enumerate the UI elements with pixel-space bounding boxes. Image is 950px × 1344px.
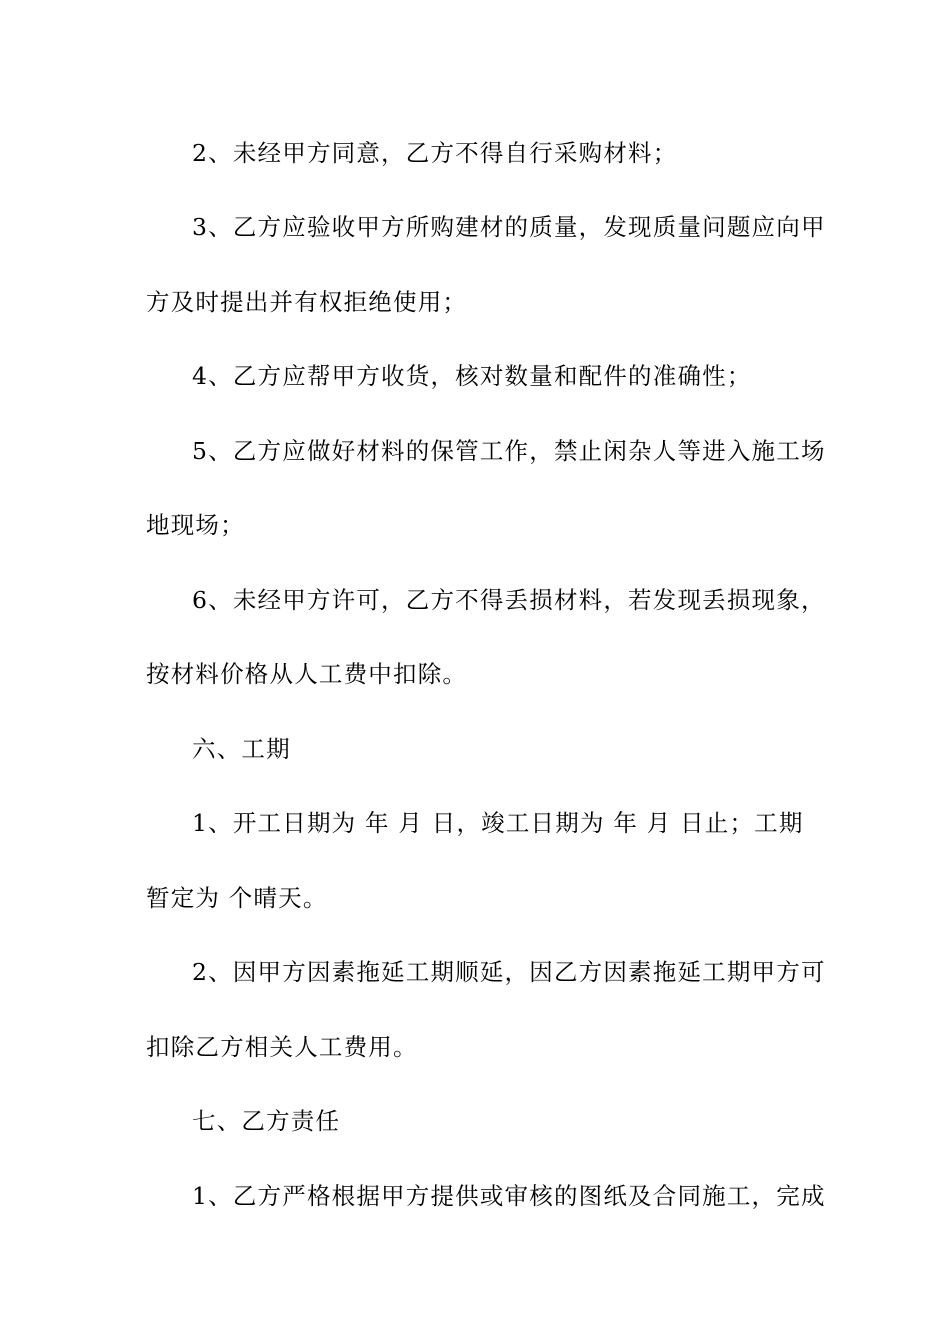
section-heading-schedule: 六、工期 [192, 735, 291, 763]
clause-5-6-continued: 按材料价格从人工费中扣除。 [146, 660, 468, 688]
clause-5-5-continued: 地现场； [146, 511, 245, 539]
clause-7-1: 1、乙方严格根据甲方提供或审核的图纸及合同施工，完成 [192, 1182, 826, 1210]
clause-5-4: 4、乙方应帮甲方收货，核对数量和配件的准确性； [192, 362, 752, 390]
clause-6-1: 1、开工日期为 年 月 日，竣工日期为 年 月 日止；工期 [192, 809, 804, 837]
clause-5-5: 5、乙方应做好材料的保管工作，禁止闲杂人等进入施工场 [192, 437, 826, 465]
clause-5-3: 3、乙方应验收甲方所购建材的质量，发现质量问题应向甲 [192, 213, 826, 241]
clause-5-3-continued: 方及时提出并有权拒绝使用； [146, 288, 468, 316]
clause-6-2-continued: 扣除乙方相关人工费用。 [146, 1033, 418, 1061]
clause-6-1-continued: 暂定为 个晴天。 [146, 884, 328, 912]
section-heading-party-b-responsibility: 七、乙方责任 [192, 1107, 341, 1135]
clause-5-2: 2、未经甲方同意，乙方不得自行采购材料； [192, 139, 678, 167]
clause-5-6: 6、未经甲方许可，乙方不得丢损材料，若发现丢损现象， [192, 586, 826, 614]
clause-6-2: 2、因甲方因素拖延工期顺延，因乙方因素拖延工期甲方可 [192, 958, 826, 986]
